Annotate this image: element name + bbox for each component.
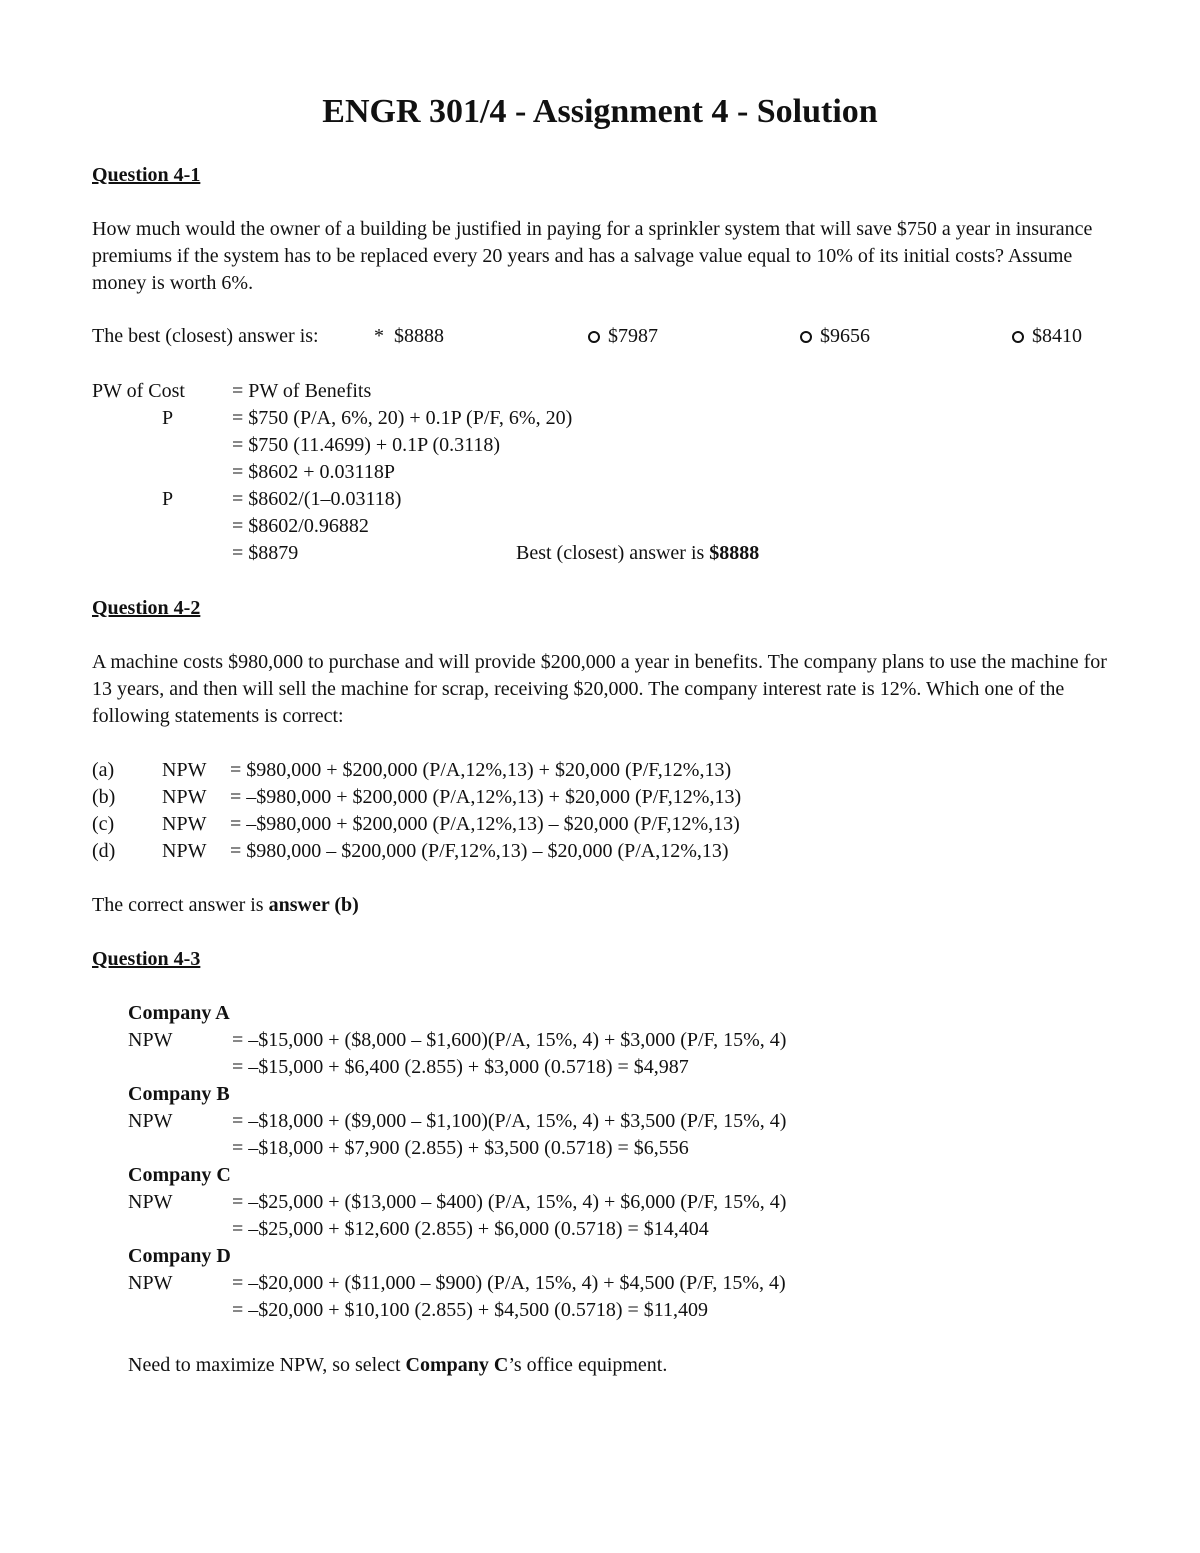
q3-conclusion (128, 1352, 667, 1379)
company-line1: = –$15,000 + ($8,000 – $1,600)(P/A, 15%, 4) + $3,000 (P/F, 15%, 4) (232, 1029, 787, 1051)
option-npw: NPW (162, 840, 207, 862)
option-label: (d) (92, 840, 116, 862)
choice-value: $8888 (394, 325, 444, 347)
choice-value: $9656 (820, 325, 870, 347)
derivation-line: = $8602/(1–0.03118) (232, 488, 402, 510)
option-npw: NPW (162, 759, 207, 781)
derivation-label: P (162, 488, 174, 510)
derivation-line: = $8879 (232, 542, 299, 564)
company-name: Company A (128, 1002, 230, 1024)
company-name: Company C (128, 1164, 231, 1186)
page-title: ENGR 301/4 - Assignment 4 - Solution (322, 93, 878, 130)
company-line2: = –$20,000 + $10,100 (2.855) + $4,500 (0.5718) = $11,409 (232, 1299, 709, 1321)
derivation-label: P (162, 407, 174, 429)
option-expression: = $980,000 – $200,000 (P/F,12%,13) – $20,000 (P/A,12%,13) (230, 840, 729, 862)
choice-value: $8410 (1032, 325, 1082, 347)
option-expression: = –$980,000 + $200,000 (P/A,12%,13) + $20,000 (P/F,12%,13) (230, 786, 742, 808)
option-label: (b) (92, 786, 116, 808)
q2-answer-text: The correct answer is (92, 894, 269, 916)
choice-value: $7987 (608, 325, 658, 347)
company-line2: = –$15,000 + $6,400 (2.855) + $3,000 (0.5718) = $4,987 (232, 1056, 689, 1078)
company-npw: NPW (128, 1110, 173, 1132)
q2-answer (92, 892, 359, 919)
radio-icon (800, 331, 812, 343)
company-name: Company D (128, 1245, 231, 1267)
choice-9656 (800, 323, 870, 350)
option-label: (c) (92, 813, 115, 835)
selected-marker: * (374, 325, 384, 347)
best-answer-text: Best (closest) answer is (516, 542, 710, 564)
answer-prompt: The best (closest) answer is: (92, 325, 319, 347)
derivation-line: = $8602 + 0.03118P (232, 461, 395, 483)
best-answer (516, 540, 759, 567)
choice-8410 (1012, 323, 1082, 350)
question-4-2-heading: Question 4-2 (92, 597, 201, 619)
derivation-label: PW of Cost (92, 380, 185, 402)
radio-icon (1012, 331, 1024, 343)
company-line2: = –$18,000 + $7,900 (2.855) + $3,500 (0.5718) = $6,556 (232, 1137, 689, 1159)
q2-answer-value: answer (b) (268, 894, 359, 916)
derivation-line: = $750 (11.4699) + 0.1P (0.3118) (232, 434, 501, 456)
company-npw: NPW (128, 1029, 173, 1051)
conclusion-company: Company C (405, 1354, 509, 1376)
question-4-3-heading: Question 4-3 (92, 948, 201, 970)
company-name: Company B (128, 1083, 230, 1105)
question-4-1-heading: Question 4-1 (92, 164, 201, 186)
option-npw: NPW (162, 786, 207, 808)
option-label: (a) (92, 759, 115, 781)
company-npw: NPW (128, 1191, 173, 1213)
company-line2: = –$25,000 + $12,600 (2.855) + $6,000 (0.5718) = $14,404 (232, 1218, 709, 1240)
company-line1: = –$18,000 + ($9,000 – $1,100)(P/A, 15%, 4) + $3,500 (P/F, 15%, 4) (232, 1110, 787, 1132)
company-npw: NPW (128, 1272, 173, 1294)
choice-7987 (588, 323, 658, 350)
derivation-line: = $750 (P/A, 6%, 20) + 0.1P (P/F, 6%, 20) (232, 407, 573, 429)
radio-icon (588, 331, 600, 343)
choice-8888 (374, 323, 444, 350)
conclusion-pre: Need to maximize NPW, so select (128, 1354, 406, 1376)
conclusion-post: ’s office equipment. (508, 1354, 668, 1376)
question-4-1-text: How much would the owner of a building be justified in paying for a sprinkler system that will save $750 a year in insurance premiums if the system has to be replaced every 20 years and has a salvage value equal to 10% of its initial costs? Assume money is worth 6%. (92, 218, 1093, 294)
question-4-2-text: A machine costs $980,000 to purchase and will provide $200,000 a year in benefits. The company plans to use the machine for 13 years, and then will sell the machine for scrap, receiving $20,000. The company interest rate is 12%. Which one of the following statements is correct: (92, 651, 1107, 727)
derivation-line: = $8602/0.96882 (232, 515, 369, 537)
option-expression: = –$980,000 + $200,000 (P/A,12%,13) – $20,000 (P/F,12%,13) (230, 813, 740, 835)
option-npw: NPW (162, 813, 207, 835)
option-expression: = $980,000 + $200,000 (P/A,12%,13) + $20,000 (P/F,12%,13) (230, 759, 732, 781)
best-answer-value: $8888 (709, 542, 760, 564)
derivation-line: = PW of Benefits (232, 380, 372, 402)
company-line1: = –$25,000 + ($13,000 – $400) (P/A, 15%, 4) + $6,000 (P/F, 15%, 4) (232, 1191, 787, 1213)
company-line1: = –$20,000 + ($11,000 – $900) (P/A, 15%, 4) + $4,500 (P/F, 15%, 4) (232, 1272, 786, 1294)
